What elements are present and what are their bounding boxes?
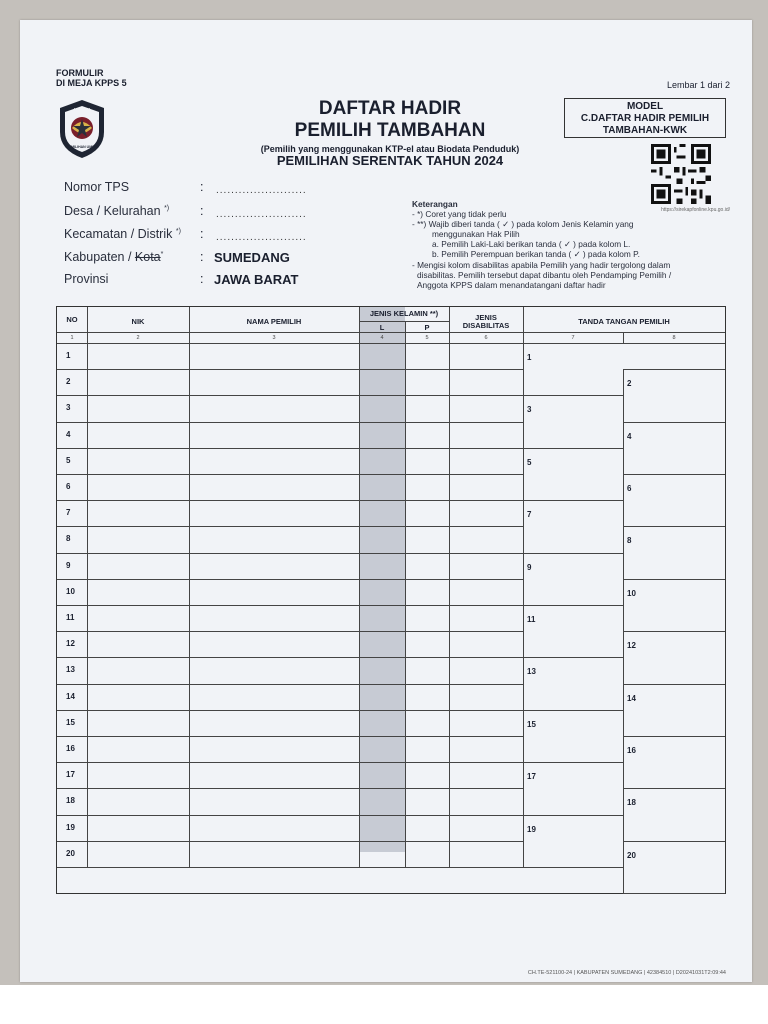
signature-divider	[623, 422, 624, 474]
column-line	[623, 332, 624, 343]
col-number-5: 5	[425, 335, 429, 341]
signature-line	[523, 448, 623, 449]
header-nik: NIK	[131, 317, 145, 326]
signature-divider	[623, 684, 624, 736]
row-line	[57, 369, 523, 370]
signature-divider	[623, 788, 624, 840]
row-number: 15	[66, 717, 75, 727]
row-line	[57, 500, 523, 501]
logo-text-top: KOMISI	[73, 107, 91, 112]
keterangan-line-8: Anggota KPPS dalam menandatangani daftar hadir	[417, 280, 606, 290]
signature-divider	[623, 867, 624, 893]
sheet-number: Lembar 1 dari 2	[666, 80, 730, 90]
keterangan-line-6: - Mengisi kolom disabilitas apabila Pemilih yang hadir tergolong dalam	[412, 260, 671, 270]
row-line	[57, 762, 523, 763]
col-number-divider	[57, 343, 725, 344]
row-line	[57, 579, 523, 580]
row-number: 18	[66, 796, 75, 806]
row-number: 11	[66, 613, 75, 622]
keterangan-title: Keterangan	[412, 199, 458, 209]
col-number-1: 1	[70, 335, 74, 341]
signature-number: 7	[527, 510, 532, 520]
signature-number: 15	[527, 719, 536, 729]
model-line-1: MODEL	[626, 101, 664, 112]
desa-label-text: Desa / Kelurahan	[64, 204, 161, 218]
signature-divider	[623, 526, 624, 578]
column-line	[449, 307, 450, 867]
signature-line	[523, 657, 623, 658]
attendance-table	[56, 306, 726, 894]
title-pemilihan: PEMILIHAN SERENTAK TAHUN 2024	[276, 153, 504, 168]
header-jenis-kelamin: JENIS KELAMIN **)	[369, 309, 439, 318]
signature-line	[523, 710, 623, 711]
column-line	[189, 307, 190, 867]
row-line	[57, 605, 523, 606]
background-strip	[0, 985, 768, 1024]
signature-line	[523, 605, 623, 606]
model-line-3: TAMBAHAN-KWK	[602, 125, 688, 136]
row-number: 17	[66, 770, 75, 780]
signature-number: 17	[527, 772, 536, 782]
col-number-7: 7	[571, 335, 575, 341]
signature-line	[623, 841, 725, 842]
formulir-line-2: DI MEJA KPPS 5	[56, 78, 127, 88]
subtitle: (Pemilih yang menggunakan KTP-el atau Biodata Penduduk)	[260, 144, 520, 154]
header-no: NO	[66, 315, 78, 324]
provinsi-label: Provinsi	[64, 272, 109, 286]
provinsi-value: JAWA BARAT	[214, 272, 299, 287]
keterangan-line-4: a. Pemilih Laki-Laki berikan tanda ( ✓ ) pada kolom L.	[432, 239, 631, 249]
header-l: L	[379, 323, 385, 332]
header-p: P	[424, 323, 430, 332]
column-line	[87, 307, 88, 867]
row-line	[57, 631, 523, 632]
signature-number: 1	[527, 353, 532, 362]
col-number-6: 6	[484, 335, 488, 341]
row-number: 5	[66, 455, 71, 465]
signature-number: 18	[627, 798, 636, 808]
signature-line	[623, 684, 725, 685]
signature-divider	[623, 631, 624, 683]
signature-line	[623, 369, 725, 370]
signature-number: 19	[527, 824, 536, 834]
signature-divider	[623, 736, 624, 788]
formulir-label	[56, 68, 127, 88]
row-number: 12	[66, 639, 75, 649]
formulir-line-1: FORMULIR	[56, 68, 104, 78]
signature-number: 6	[627, 484, 632, 493]
column-line	[359, 307, 360, 867]
header-disabilitas-1: JENIS	[475, 313, 497, 322]
signature-number: 11	[527, 615, 536, 624]
row-line	[57, 867, 523, 868]
signature-number: 12	[627, 641, 636, 651]
row-number: 13	[66, 665, 75, 675]
row-line	[57, 395, 523, 396]
row-line	[57, 788, 523, 789]
title-pemilih-tambahan: PEMILIH TAMBAHAN	[294, 120, 486, 141]
form-paper	[20, 20, 752, 982]
signature-number: 9	[527, 562, 532, 572]
signature-divider	[623, 369, 624, 421]
desa-label	[64, 204, 169, 218]
column-line	[523, 307, 524, 867]
signature-number: 20	[627, 850, 636, 860]
kabupaten-label	[64, 250, 163, 264]
header-tanda-tangan: TANDA TANGAN PEMILIH	[578, 317, 670, 326]
keterangan-line-2: - **) Wajib diberi tanda ( ✓ ) pada kolom Jenis Kelamin yang	[412, 219, 634, 229]
kabupaten-colon: :	[200, 250, 204, 264]
desa-field[interactable]: ........................	[216, 209, 307, 220]
signature-divider	[623, 579, 624, 631]
qr-url: https://sirekapfonline.kpu.go.id/	[661, 207, 730, 213]
row-line	[57, 474, 523, 475]
row-number: 16	[66, 744, 75, 753]
desa-sup: *)	[164, 204, 170, 212]
signature-number: 10	[627, 588, 636, 598]
signature-number: 3	[527, 405, 532, 415]
model-box	[564, 98, 726, 138]
kabupaten-label-text: Kabupaten /	[64, 250, 132, 264]
kota-strikethrough: Kota	[134, 250, 161, 264]
row-number: 8	[66, 534, 71, 544]
signature-divider	[623, 474, 624, 526]
kabupaten-sup: *	[160, 250, 164, 258]
signature-line	[523, 867, 623, 868]
logo-text-bottom: PEMILIHAN UMUM	[66, 145, 98, 149]
row-number: 10	[66, 586, 75, 596]
row-line	[57, 448, 523, 449]
col-number-4: 4	[380, 335, 384, 341]
row-number: 19	[66, 822, 75, 832]
signature-line	[523, 395, 623, 396]
tps-field[interactable]: ........................	[216, 185, 307, 196]
row-line	[57, 526, 523, 527]
keterangan-line-1: - *) Coret yang tidak perlu	[412, 209, 507, 219]
signature-line	[623, 526, 725, 527]
header-divider	[57, 332, 725, 333]
col-number-8: 8	[672, 335, 676, 341]
row-number: 14	[66, 691, 75, 701]
title-daftar-hadir: DAFTAR HADIR	[318, 98, 462, 119]
signature-number: 2	[627, 379, 632, 389]
signature-line	[523, 815, 623, 816]
keterangan-line-7: disabilitas. Pemilih tersebut dapat dibantu oleh Pendamping Pemilih /	[417, 270, 672, 280]
row-line	[57, 841, 523, 842]
header-nama: NAMA PEMILIH	[246, 317, 302, 326]
row-number: 9	[66, 560, 71, 570]
kabupaten-value: SUMEDANG	[214, 250, 290, 265]
signature-number: 8	[627, 536, 632, 546]
row-number: 3	[66, 403, 71, 413]
row-number: 4	[66, 429, 71, 439]
row-line	[57, 815, 523, 816]
signature-line	[623, 422, 725, 423]
signature-line	[623, 631, 725, 632]
model-line-2: C.DAFTAR HADIR PEMILIH	[580, 113, 710, 124]
signature-number: 16	[627, 746, 636, 755]
signature-line	[523, 500, 623, 501]
col-number-3: 3	[272, 335, 276, 341]
signature-line	[523, 762, 623, 763]
keterangan-line-5: b. Pemilih Perempuan berikan tanda ( ✓ ) pada kolom P.	[432, 249, 640, 259]
column-line	[405, 321, 406, 867]
kpu-logo-icon	[56, 98, 108, 160]
col-number-2: 2	[136, 335, 140, 341]
signature-line	[623, 474, 725, 475]
row-number: 2	[66, 377, 71, 387]
jenis-kelamin-divider	[359, 321, 449, 322]
signature-line	[623, 736, 725, 737]
kecamatan-label-text: Kecamatan / Distrik	[64, 227, 173, 241]
header-disabilitas-2: DISABILITAS	[462, 321, 510, 330]
signature-line	[623, 788, 725, 789]
qr-code-icon	[650, 144, 712, 204]
signature-number: 14	[627, 693, 636, 703]
keterangan-line-3: menggunakan Hak Pilih	[432, 229, 520, 239]
row-number: 20	[66, 848, 75, 858]
provinsi-colon: :	[200, 272, 204, 286]
footer-code: CH.TE-521100-24 | KABUPATEN SUMEDANG | 42384510 | D20241031T2:09:44	[527, 970, 726, 976]
kecamatan-sup: *)	[175, 227, 181, 235]
row-number: 1	[66, 351, 71, 360]
row-line	[57, 422, 523, 423]
row-number: 6	[66, 482, 71, 491]
row-line	[57, 736, 523, 737]
signature-number: 13	[527, 667, 536, 677]
signature-line	[523, 553, 623, 554]
row-line	[57, 684, 523, 685]
tps-label: Nomor TPS	[64, 180, 130, 194]
signature-line	[623, 579, 725, 580]
kecamatan-label	[64, 227, 181, 241]
row-line	[57, 553, 523, 554]
kecamatan-field[interactable]: ........................	[216, 232, 307, 243]
signature-number: 5	[527, 457, 532, 467]
row-line	[57, 710, 523, 711]
kecamatan-colon: :	[200, 227, 204, 241]
tps-colon: :	[200, 180, 204, 194]
desa-colon: :	[200, 204, 204, 218]
row-line	[57, 657, 523, 658]
signature-number: 4	[627, 431, 632, 441]
signature-line	[623, 893, 725, 894]
row-number: 7	[66, 508, 71, 518]
